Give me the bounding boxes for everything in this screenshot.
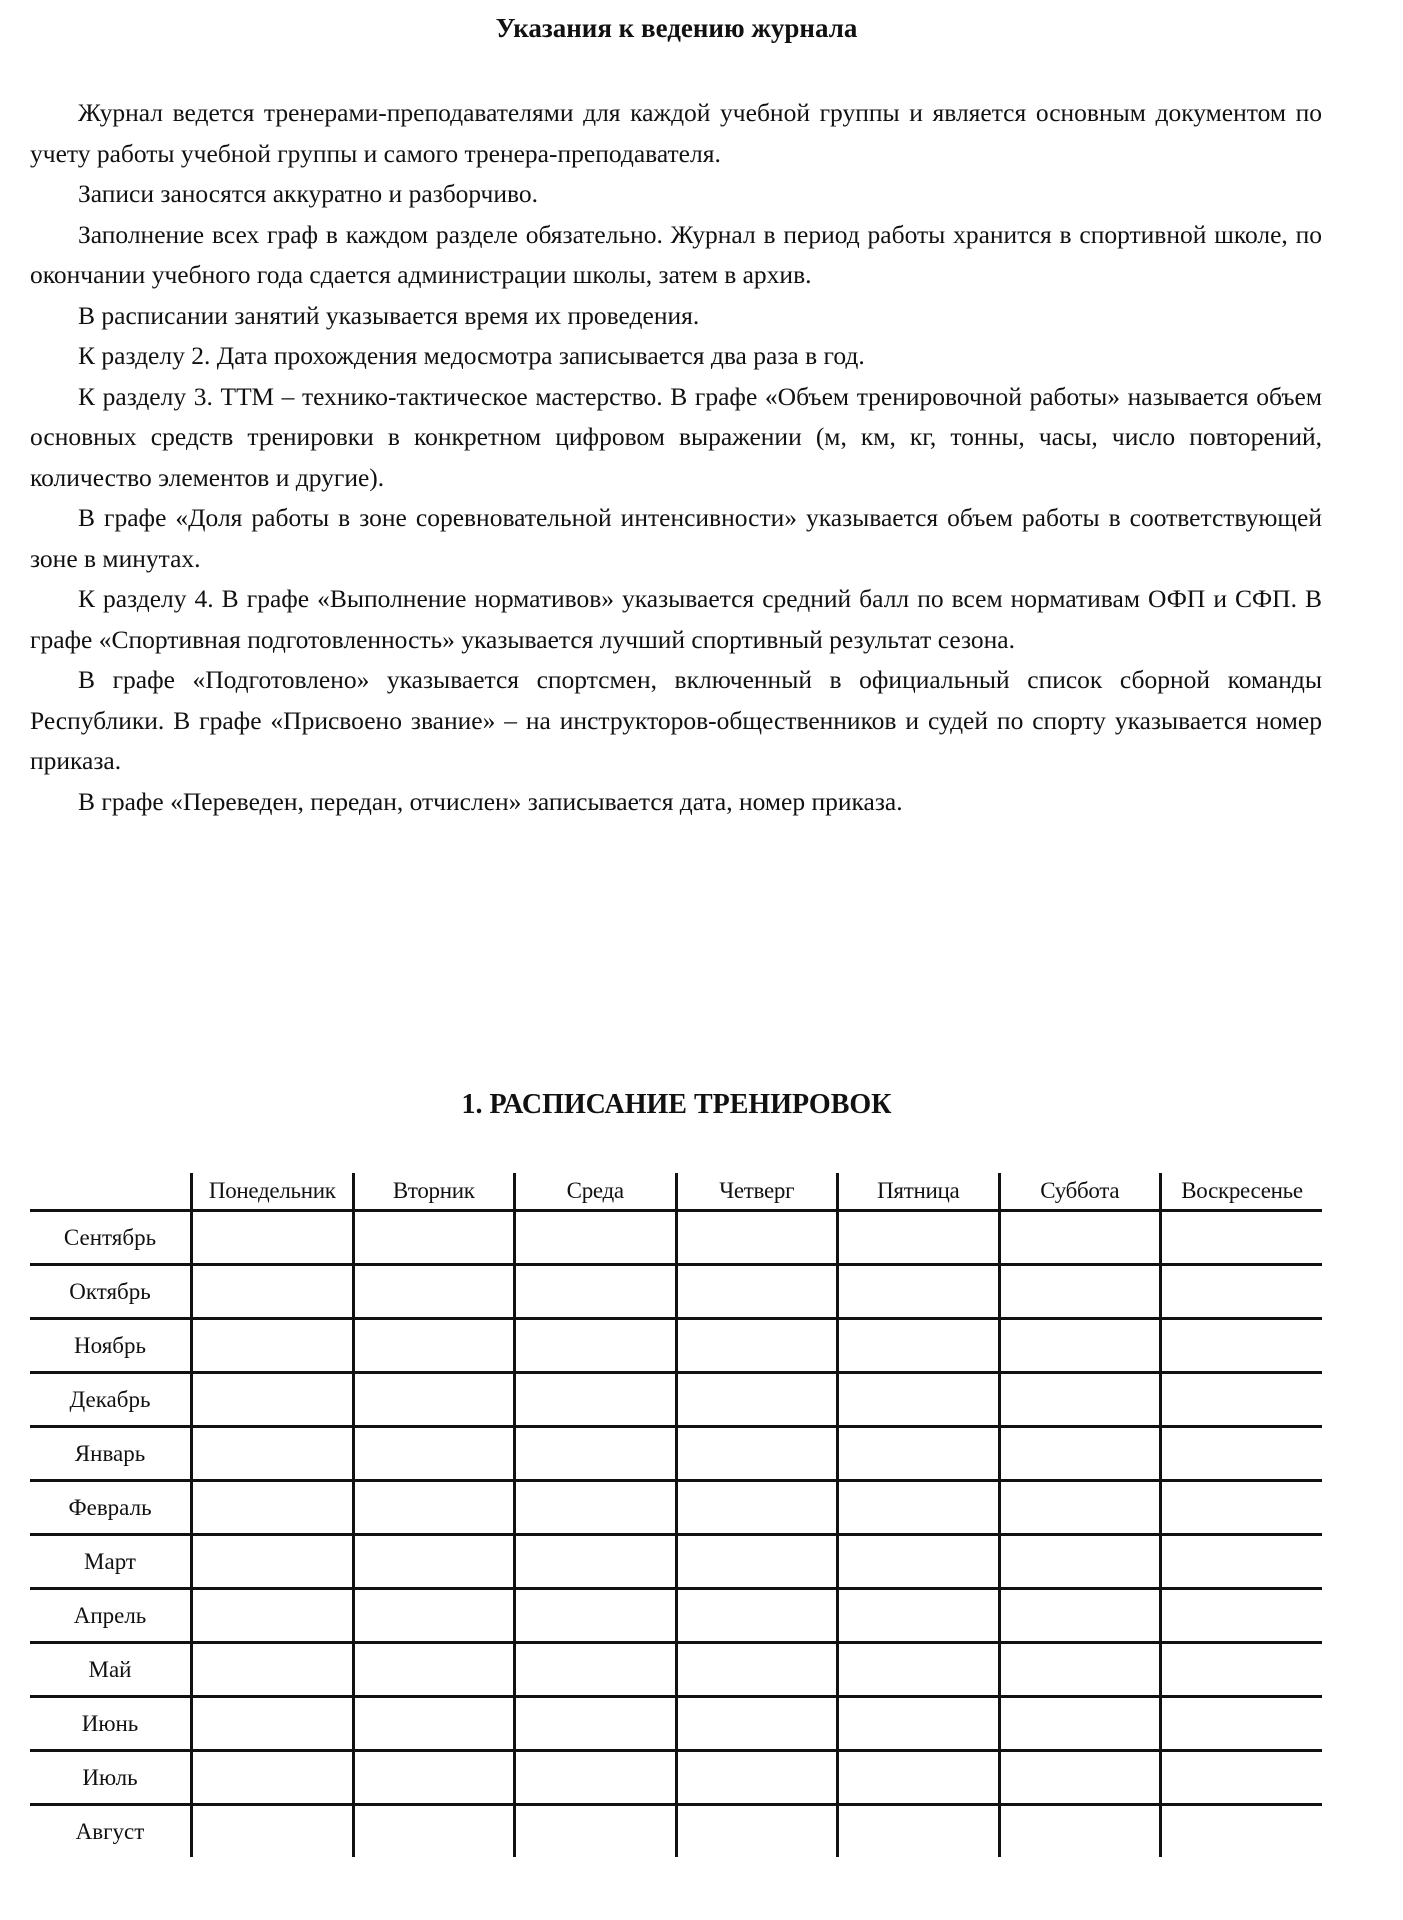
schedule-cell[interactable] — [676, 1643, 838, 1697]
table-row — [30, 1373, 1322, 1427]
schedule-cell[interactable] — [1161, 1211, 1323, 1265]
schedule-cell[interactable] — [515, 1643, 677, 1697]
paragraph: В графе «Доля работы в зоне соревновательной интенсивности» указывается объем работы в соответствующей зоне в минутах. — [30, 503, 1322, 573]
paragraph: В графе «Переведен, передан, отчислен» записывается дата, номер приказа. — [78, 786, 903, 816]
schedule-cell[interactable] — [1161, 1481, 1323, 1535]
paragraph: К разделу 3. ТТМ – технико-тактическое мастерство. В графе «Объем тренировочной работы» называется объем основных средств тренировки в конкретном цифровом выражении (м, км, кг, тонны, часы, число повторений, количество элементов и другие). — [30, 381, 1322, 492]
schedule-cell[interactable] — [515, 1373, 677, 1427]
schedule-cell[interactable] — [676, 1319, 838, 1373]
schedule-cell[interactable] — [999, 1481, 1161, 1535]
schedule-cell[interactable] — [515, 1589, 677, 1643]
schedule-cell[interactable] — [192, 1697, 354, 1751]
schedule-cell[interactable] — [838, 1535, 1000, 1589]
paragraph: В графе «Подготовлено» указывается спортсмен, включенный в официальный список сборной команды Республики. В графе «Присвоено звание» – на инструкторов-общественников и судей по спорту указывается номер приказа. — [30, 665, 1322, 775]
page-title: Указания к ведению журнала — [495, 13, 858, 43]
schedule-cell[interactable] — [192, 1535, 354, 1589]
month-label: Март — [30, 1535, 192, 1589]
schedule-cell[interactable] — [192, 1643, 354, 1697]
month-label: Июнь — [30, 1697, 192, 1751]
schedule-cell[interactable] — [838, 1427, 1000, 1481]
column-header-sunday: Воскресенье — [1161, 1173, 1323, 1211]
month-label: Сентябрь — [30, 1211, 192, 1265]
schedule-cell[interactable] — [515, 1751, 677, 1805]
table-row — [30, 1427, 1322, 1481]
schedule-cell[interactable] — [353, 1751, 515, 1805]
schedule-cell[interactable] — [353, 1805, 515, 1858]
schedule-cell[interactable] — [676, 1589, 838, 1643]
month-label: Январь — [30, 1427, 192, 1481]
schedule-cell[interactable] — [838, 1697, 1000, 1751]
paragraph: Записи заносятся аккуратно и разборчиво. — [78, 179, 539, 208]
schedule-cell[interactable] — [515, 1535, 677, 1589]
schedule-cell[interactable] — [1161, 1589, 1323, 1643]
schedule-cell[interactable] — [515, 1265, 677, 1319]
schedule-cell[interactable] — [838, 1211, 1000, 1265]
schedule-cell[interactable] — [353, 1319, 515, 1373]
corner-cell — [30, 1173, 192, 1211]
schedule-cell[interactable] — [999, 1319, 1161, 1373]
schedule-cell[interactable] — [353, 1373, 515, 1427]
schedule-cell[interactable] — [999, 1373, 1161, 1427]
month-label: Февраль — [30, 1481, 192, 1535]
column-header-wednesday: Среда — [515, 1173, 677, 1211]
schedule-cell[interactable] — [1161, 1697, 1323, 1751]
schedule-body — [30, 1211, 1322, 1858]
schedule-cell[interactable] — [676, 1427, 838, 1481]
schedule-cell[interactable] — [676, 1481, 838, 1535]
schedule-cell[interactable] — [838, 1373, 1000, 1427]
schedule-cell[interactable] — [353, 1697, 515, 1751]
schedule-cell[interactable] — [353, 1535, 515, 1589]
month-label: Июль — [30, 1751, 192, 1805]
schedule-cell[interactable] — [192, 1373, 354, 1427]
schedule-cell[interactable] — [838, 1319, 1000, 1373]
paragraph: Заполнение всех граф в каждом разделе обязательно. Журнал в период работы хранится в спортивной школе, по окончании учебного года сдается администрации школы, затем в архив. — [30, 219, 1322, 289]
schedule-cell[interactable] — [353, 1211, 515, 1265]
schedule-cell[interactable] — [353, 1643, 515, 1697]
schedule-cell[interactable] — [838, 1643, 1000, 1697]
table-row — [30, 1481, 1322, 1535]
schedule-cell[interactable] — [515, 1427, 677, 1481]
column-header-thursday: Четверг — [676, 1173, 838, 1211]
schedule-cell[interactable] — [1161, 1751, 1323, 1805]
schedule-cell[interactable] — [999, 1643, 1161, 1697]
schedule-cell[interactable] — [838, 1481, 1000, 1535]
table-row — [30, 1319, 1322, 1373]
paragraph: К разделу 2. Дата прохождения медосмотра записывается два раза в год. — [78, 341, 865, 370]
schedule-cell[interactable] — [676, 1373, 838, 1427]
schedule-cell[interactable] — [676, 1751, 838, 1805]
schedule-cell[interactable] — [676, 1805, 838, 1858]
schedule-cell[interactable] — [999, 1751, 1161, 1805]
schedule-cell[interactable] — [353, 1481, 515, 1535]
schedule-cell[interactable] — [676, 1265, 838, 1319]
month-label: Май — [30, 1643, 192, 1697]
schedule-cell[interactable] — [192, 1481, 354, 1535]
instructions-body — [30, 93, 1322, 822]
table-header-row — [30, 1173, 1322, 1211]
month-label: Октябрь — [30, 1265, 192, 1319]
column-header-monday: Понедельник — [192, 1173, 354, 1211]
schedule-cell[interactable] — [1161, 1643, 1323, 1697]
schedule-table — [30, 1173, 1322, 1857]
schedule-cell[interactable] — [1161, 1265, 1323, 1319]
schedule-cell[interactable] — [353, 1265, 515, 1319]
schedule-cell[interactable] — [192, 1427, 354, 1481]
schedule-cell[interactable] — [838, 1751, 1000, 1805]
schedule-cell[interactable] — [999, 1697, 1161, 1751]
schedule-cell[interactable] — [999, 1805, 1161, 1858]
schedule-cell[interactable] — [515, 1319, 677, 1373]
month-label: Декабрь — [30, 1373, 192, 1427]
column-header-friday: Пятница — [838, 1173, 1000, 1211]
month-label: Апрель — [30, 1589, 192, 1643]
schedule-cell[interactable] — [838, 1805, 1000, 1858]
schedule-cell[interactable] — [192, 1589, 354, 1643]
schedule-cell[interactable] — [676, 1211, 838, 1265]
column-header-tuesday: Вторник — [353, 1173, 515, 1211]
schedule-cell[interactable] — [999, 1211, 1161, 1265]
schedule-cell[interactable] — [515, 1805, 677, 1858]
table-row — [30, 1589, 1322, 1643]
schedule-cell[interactable] — [1161, 1427, 1323, 1481]
schedule-cell[interactable] — [999, 1427, 1161, 1481]
table-row — [30, 1265, 1322, 1319]
schedule-cell[interactable] — [999, 1535, 1161, 1589]
schedule-cell[interactable] — [676, 1535, 838, 1589]
section-title: 1. РАСПИСАНИЕ ТРЕНИРОВОК — [461, 1089, 892, 1120]
column-header-saturday: Суббота — [999, 1173, 1161, 1211]
schedule-cell[interactable] — [838, 1265, 1000, 1319]
table-row — [30, 1697, 1322, 1751]
month-label: Август — [75, 1818, 145, 1844]
schedule-cell[interactable] — [515, 1697, 677, 1751]
schedule-cell[interactable] — [353, 1589, 515, 1643]
table-row — [30, 1643, 1322, 1697]
schedule-cell[interactable] — [192, 1805, 354, 1858]
table-row — [30, 1535, 1322, 1589]
schedule-cell[interactable] — [1161, 1373, 1323, 1427]
table-row — [30, 1751, 1322, 1805]
schedule-cell[interactable] — [1161, 1535, 1323, 1589]
table-row — [30, 1805, 1322, 1858]
schedule-cell[interactable] — [515, 1211, 677, 1265]
schedule-cell[interactable] — [1161, 1319, 1323, 1373]
paragraph: Журнал ведется тренерами-преподавателями для каждой учебной группы и является основным документом по учету работы учебной группы и самого тренера-преподавателя. — [30, 98, 1322, 168]
schedule-cell[interactable] — [192, 1751, 354, 1805]
schedule-cell[interactable] — [1161, 1805, 1323, 1858]
schedule-cell[interactable] — [676, 1697, 838, 1751]
table-row — [30, 1211, 1322, 1265]
schedule-cell[interactable] — [515, 1481, 677, 1535]
schedule-cell[interactable] — [999, 1265, 1161, 1319]
schedule-cell[interactable] — [353, 1427, 515, 1481]
month-label: Ноябрь — [30, 1319, 192, 1373]
schedule-cell[interactable] — [192, 1265, 354, 1319]
schedule-cell[interactable] — [999, 1589, 1161, 1643]
schedule-cell[interactable] — [192, 1211, 354, 1265]
paragraph: К разделу 4. В графе «Выполнение нормативов» указывается средний балл по всем нормативам ОФП и СФП. В графе «Спортивная подготовленность» указывается лучший спортивный результат сезона. — [30, 584, 1322, 654]
paragraph: В расписании занятий указывается время их проведения. — [78, 300, 700, 330]
schedule-cell[interactable] — [192, 1319, 354, 1373]
schedule-cell[interactable] — [838, 1589, 1000, 1643]
